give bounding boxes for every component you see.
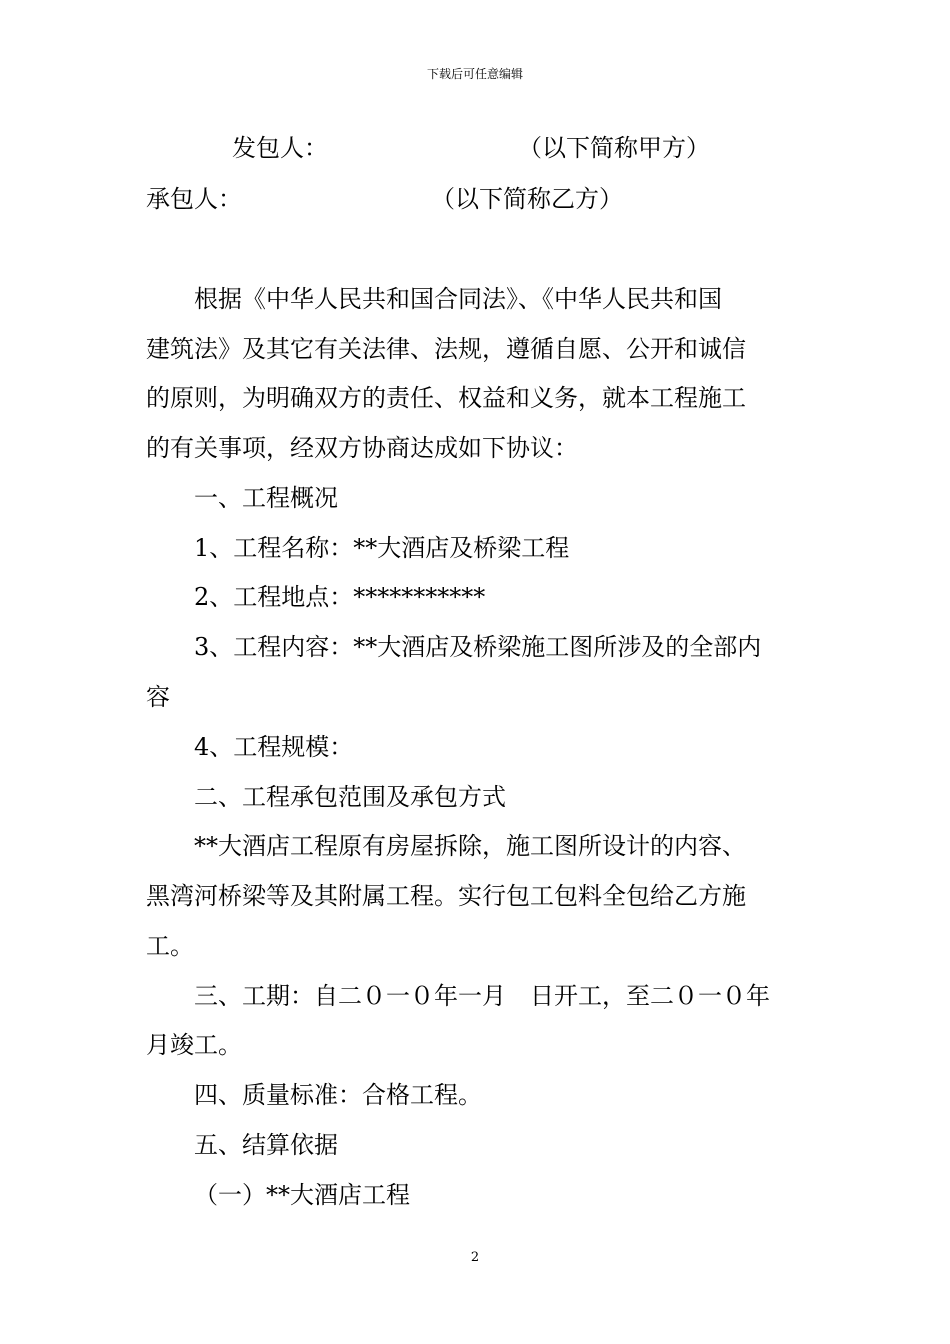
subsection-heading: （一）**大酒店工程 bbox=[194, 1181, 410, 1209]
party-a-label: 发包人： bbox=[232, 134, 328, 162]
list-item: 1、工程名称：**大酒店及桥梁工程 bbox=[194, 534, 570, 562]
paragraph-line: 的原则，为明确双方的责任、权益和义务，就本工程施工 bbox=[146, 384, 746, 412]
page-header: 下载后可任意编辑 bbox=[426, 67, 523, 81]
party-a-note: （以下简称甲方） bbox=[518, 134, 710, 162]
party-b-note: （以下简称乙方） bbox=[431, 185, 623, 213]
list-item: 3、工程内容：**大酒店及桥梁施工图所涉及的全部内 bbox=[194, 633, 762, 661]
section-heading: 五、结算依据 bbox=[194, 1131, 338, 1159]
section-heading: 一、工程概况 bbox=[194, 484, 338, 512]
section-heading: 二、工程承包范围及承包方式 bbox=[194, 783, 506, 811]
section-heading: 四、质量标准：合格工程。 bbox=[194, 1081, 482, 1109]
paragraph-line: 月竣工。 bbox=[146, 1031, 242, 1059]
paragraph-line: **大酒店工程原有房屋拆除，施工图所设计的内容、 bbox=[194, 832, 746, 860]
paragraph-line: 工。 bbox=[146, 932, 194, 960]
list-item: 2、工程地点：*********** bbox=[194, 583, 486, 611]
paragraph-line: 的有关事项，经双方协商达成如下协议： bbox=[146, 434, 578, 462]
paragraph-line: 黑湾河桥梁等及其附属工程。实行包工包料全包给乙方施 bbox=[146, 882, 746, 910]
list-item: 4、工程规模： bbox=[194, 733, 354, 761]
paragraph-line: 容 bbox=[146, 683, 170, 711]
paragraph-line: 根据《中华人民共和国合同法》、《中华人民共和国 bbox=[194, 285, 722, 313]
party-b-label: 承包人： bbox=[146, 185, 242, 213]
section-heading: 三、工期：自二０一０年一月 日开工，至二０一０年 bbox=[194, 982, 770, 1010]
paragraph-line: 建筑法》及其它有关法律、法规，遵循自愿、公开和诚信 bbox=[146, 335, 746, 363]
page-number: 2 bbox=[470, 1250, 480, 1265]
